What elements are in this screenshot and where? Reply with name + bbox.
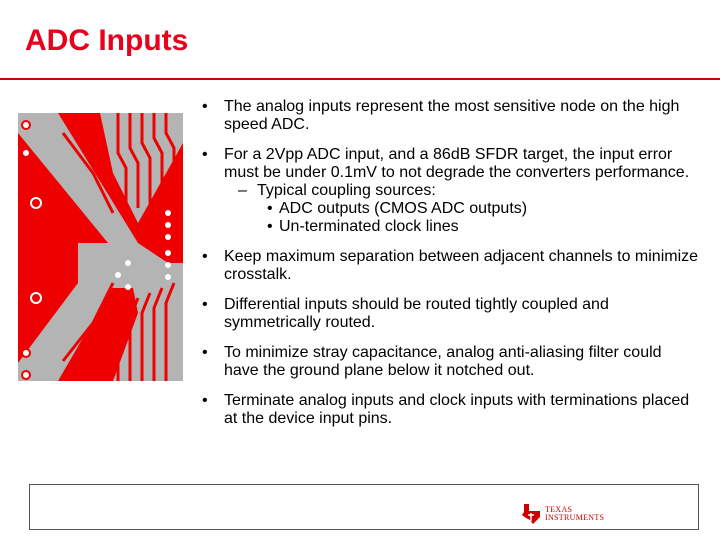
sub-sub-bullet-item <box>265 218 700 236</box>
bullet-item <box>200 392 700 428</box>
bullet-text: Differential inputs should be routed tightly coupled and symmetrically routed. <box>224 296 609 331</box>
bullet-text: Keep maximum separation between adjacent channels to minimize crosstalk. <box>224 248 699 283</box>
ti-word-texas: TEXAS <box>545 505 573 514</box>
bullet-item <box>200 98 700 134</box>
bullet-text: Terminate analog inputs and clock inputs with terminations placed at the device input pins. <box>224 392 690 427</box>
sub-bullet-item <box>232 182 700 236</box>
sub-sub-bullet-item <box>265 200 700 218</box>
sub-bullet-text: Typical coupling sources: <box>257 182 436 199</box>
bullet-list <box>200 98 700 440</box>
sub-sub-bullet-text: Un-terminated clock lines <box>279 218 459 235</box>
texas-state-icon <box>520 503 542 525</box>
ti-word-instruments: INSTRUMENTS <box>545 513 605 522</box>
ti-logo <box>520 503 604 525</box>
bullet-text: To minimize stray capacitance, analog anti-aliasing filter could have the ground plane below it notched out. <box>224 344 662 379</box>
ti-wordmark <box>545 506 604 522</box>
bullet-text: For a 2Vpp ADC input, and a 86dB SFDR target, the input error must be under 0.1mV to not degrade the converters performance. <box>224 146 690 181</box>
slide-title: ADC Inputs <box>25 24 189 57</box>
bullet-item <box>200 146 700 236</box>
sub-bullet-list <box>224 182 700 236</box>
bullet-item <box>200 248 700 284</box>
bullet-text: The analog inputs represent the most sensitive node on the high speed ADC. <box>224 98 680 133</box>
sub-sub-bullet-list <box>257 200 700 236</box>
sub-sub-bullet-text: ADC outputs (CMOS ADC outputs) <box>279 200 528 217</box>
bullet-item <box>200 344 700 380</box>
title-divider <box>0 78 720 80</box>
pcb-layout-image <box>18 113 183 381</box>
bullet-item <box>200 296 700 332</box>
